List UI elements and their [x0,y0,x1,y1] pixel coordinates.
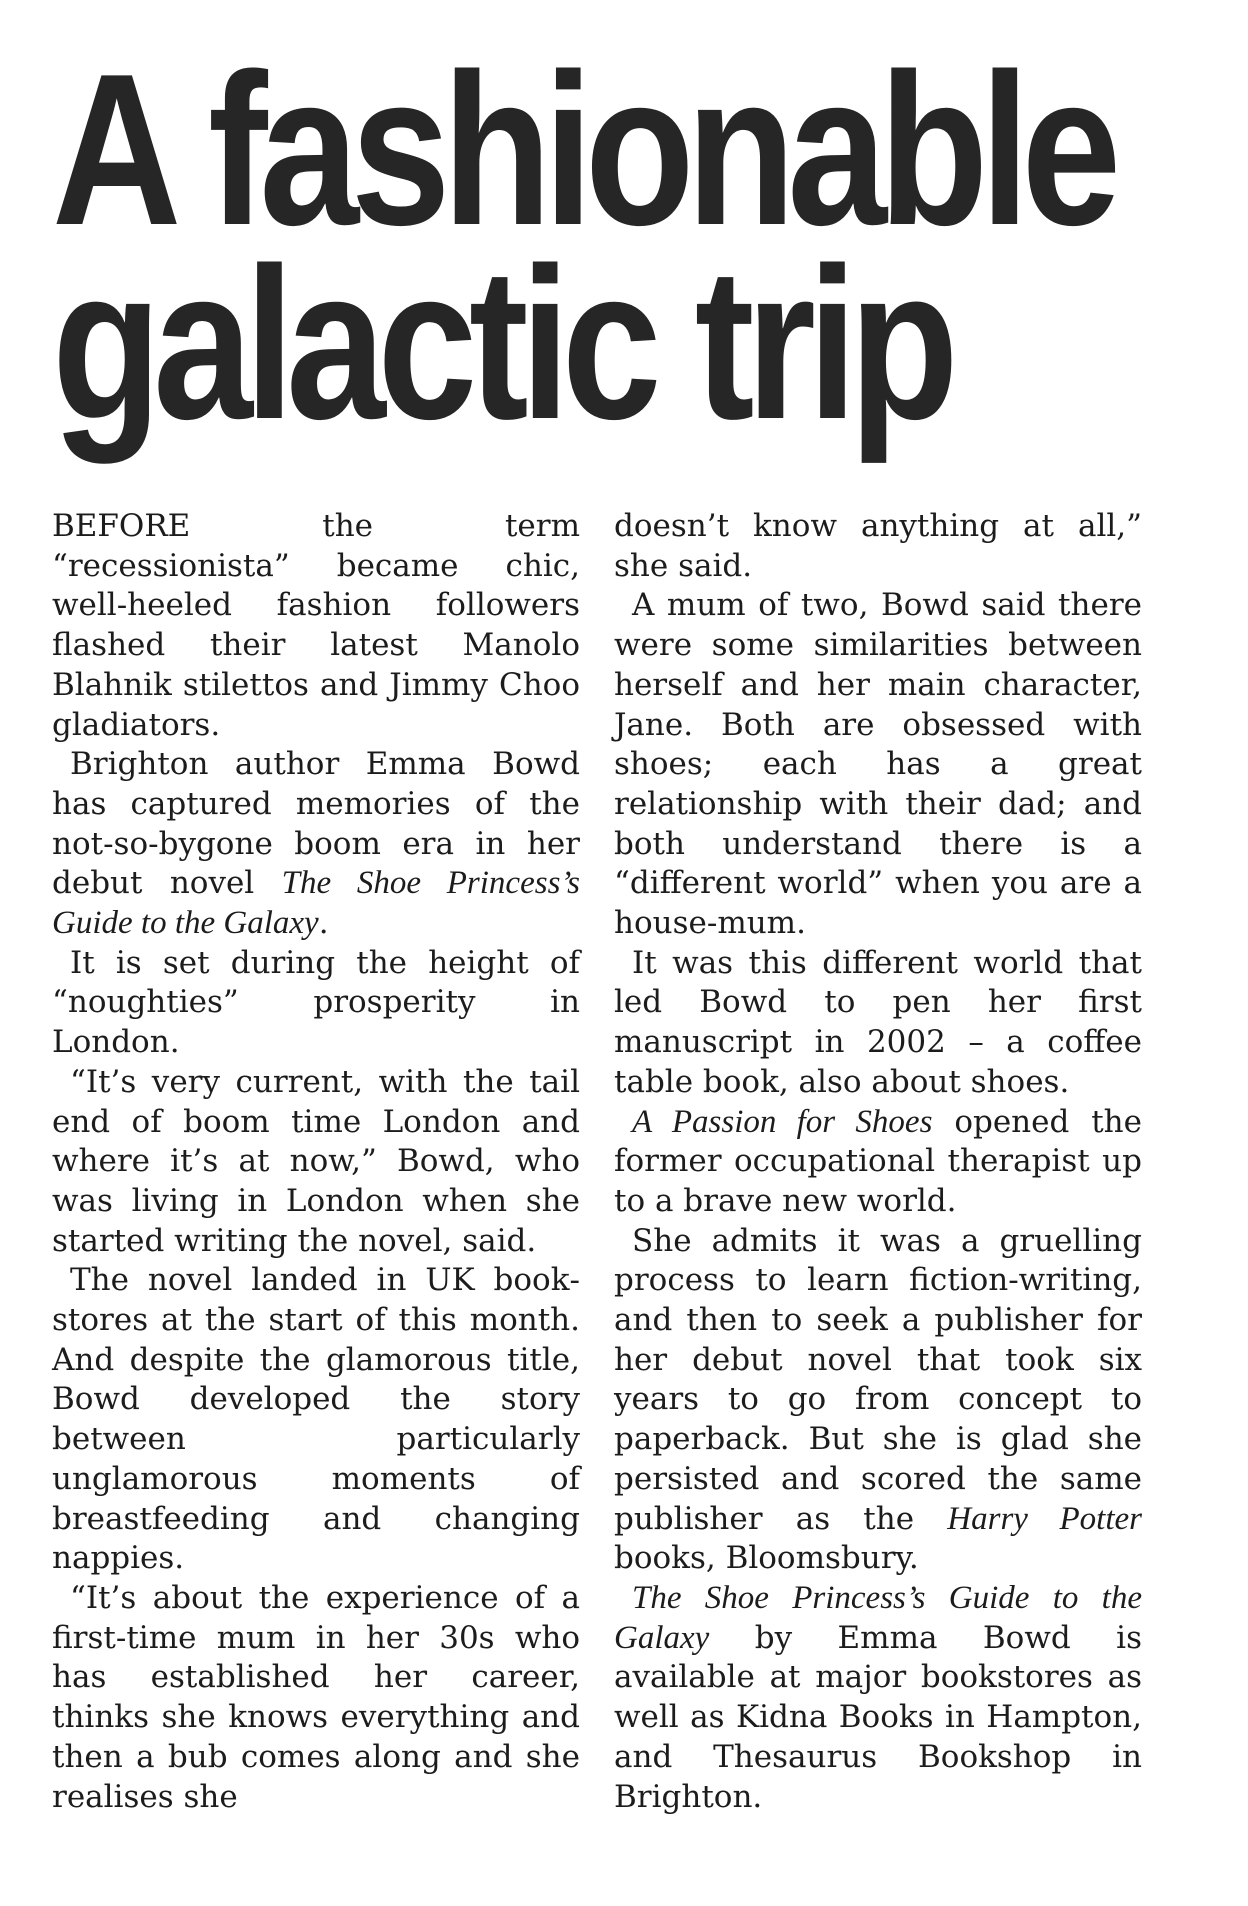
paragraph: “It’s about the experience of a first-time mum in her 30s who has established her career, thinks she knows everything and then a bub comes along and she realises she [52,1579,580,1815]
paragraph-text: Brighton author Emma Bowd has captured memories of the not-so-bygone boom era in her debut novel [52,746,580,902]
paragraph: doesn’t know anything at all,” she said. [614,508,1142,584]
paragraph: A mum of two, Bowd said there were some similarities between herself and her main character, Jane. Both are obsessed with shoes; each has a great relationship with their dad; and both understand there is a “different world” when you are a house-mum. [614,587,1142,942]
headline-line-1: A fashionable [52,28,1113,270]
paragraph: It is set during the height of “noughties” prosperity in London. [52,944,580,1061]
paragraph: “It’s very current, with the tail end of boom time London and where it’s at now,” Bowd, who was living in London when she started writing the novel, said. [52,1063,580,1259]
paragraph [52,745,580,944]
paragraph-text: opened the former occupational therapist up to a brave new world. [614,1103,1142,1219]
column-left [52,507,580,1817]
paragraph [614,1103,1142,1222]
article-body [52,507,1142,1817]
paragraph: The novel landed in UK bookstores at the start of this month. And despite the glamorous title, Bowd developed the story between particularly unglamorous moments of breastfeeding and changing nappies. [52,1262,580,1577]
book-title: The Shoe Princess’s Guide to the Galaxy [614,1579,1142,1656]
paragraph-text: She admits it was a gruelling process to learn fiction-writing, and then to seek a publisher for her debut novel that took six years to go from concept to paperback. But she is glad she persisted and scored the same publisher as the [614,1222,1142,1537]
book-title: Harry Potter [947,1500,1142,1537]
paragraph-text: books, Bloomsbury. [614,1540,919,1577]
column-right [614,507,1142,1817]
paragraph [614,1222,1142,1579]
paragraph-text: . [318,905,329,942]
paragraph-text: by Emma Bowd is available at major bookstores as well as Kidna Books in Hampton, and Thesaurus Bookshop in Brighton. [614,1619,1142,1815]
paragraph: BEFORE the term “recessionista” became chic, well-heeled fashion followers flashed their latest Manolo Blahnik stilettos and Jimmy Choo gladiators. [52,508,580,743]
headline [52,28,1143,464]
book-title: The Shoe Princess’s Guide to the Galaxy [52,865,580,942]
book-title: A Passion for Shoes [632,1103,933,1140]
headline-line-2: galactic trip [52,222,951,464]
newspaper-clipping [52,28,1142,1852]
paragraph: It was this different world that led Bowd to pen her first manuscript in 2002 – a coffee table book, also about shoes. [614,944,1142,1100]
paragraph [614,1579,1142,1817]
